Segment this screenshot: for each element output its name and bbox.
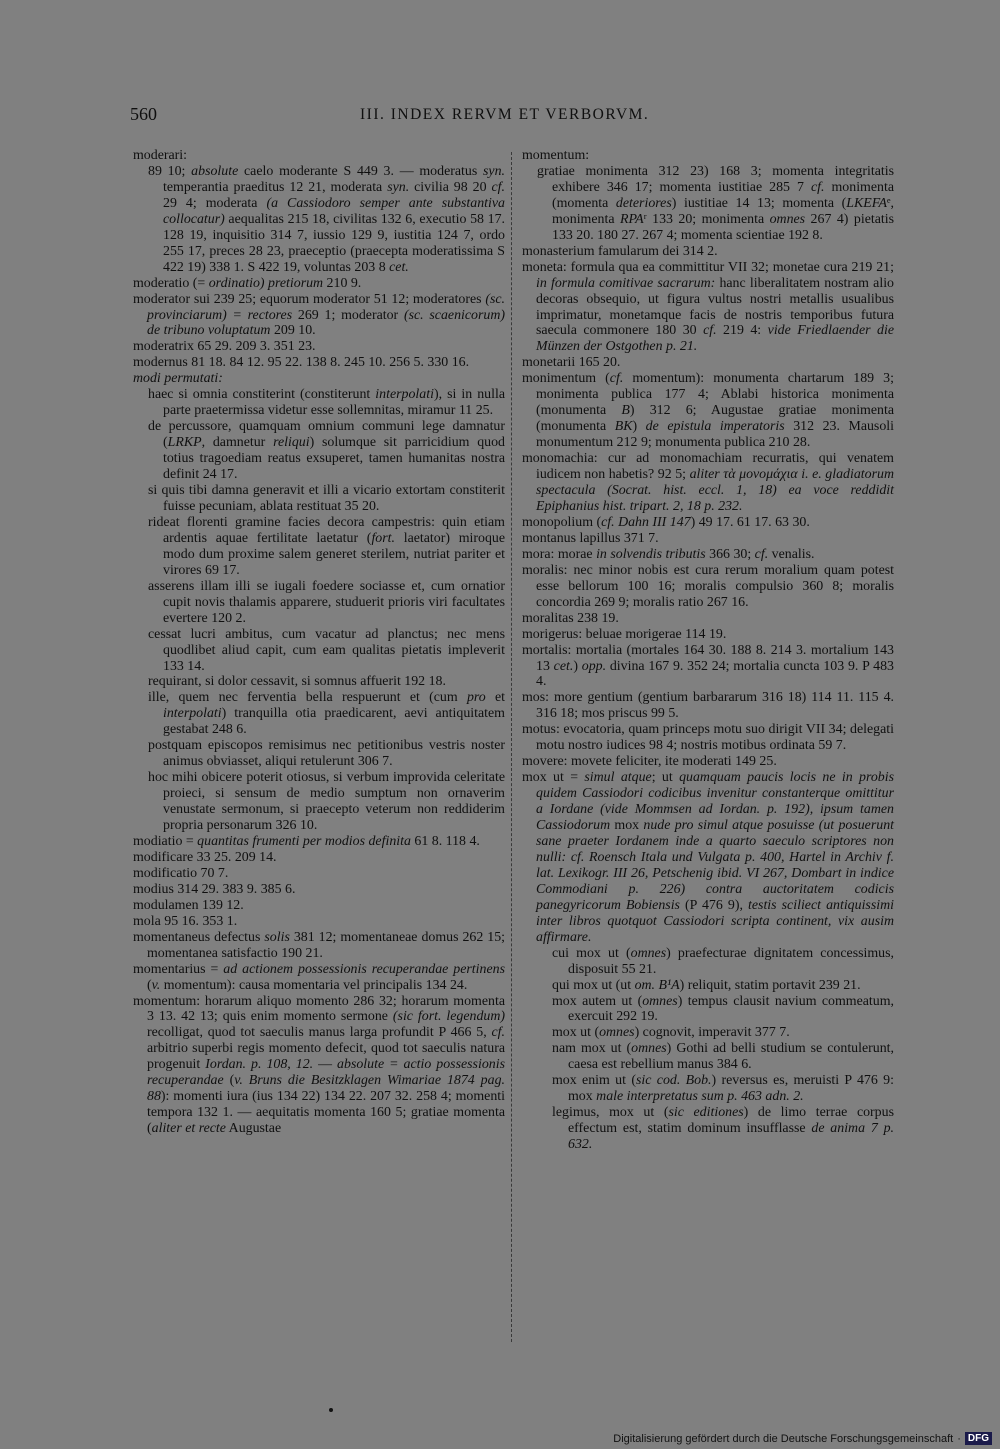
index-subentry: asserens illam illi se iugali foedere sociasse et, cum ornatior cupit novis thalamis apparere, studuerit prioris viri facultates evertere 120 2. [148, 578, 505, 626]
index-entry: monasterium famularum dei 314 2. [522, 243, 718, 259]
footer-text: Digitalisierung gefördert durch die Deutsche Forschungsgemeinschaft [613, 1432, 954, 1445]
index-entry: monomachia: cur ad monomachiam recurratis, qui venatem iudicem non habetis? 92 5; aliter τὰ μονομάχια i. e. gladiatorum spectacula (Socrat. hist. eccl. 1, 18) ea voce reddidit Epiphanius hist. tripart. 2, 18 p. 232. [522, 451, 894, 514]
right-column [522, 148, 894, 1153]
page-number: 560 [130, 104, 157, 124]
index-entry: moderator sui 239 25; equorum moderator 51 12; moderatores (sc. provinciarum) = rectores 269 1; moderator (sc. scaenicorum) de tribuno voluptatum 209 10. [133, 291, 505, 339]
index-entry: moderatio (= ordinatio) pretiorum 210 9. [133, 275, 362, 291]
index-subentry: cui mox ut (omnes) praefecturae dignitatem concessimus, disposuit 55 21. [552, 945, 894, 977]
index-subentry: mox autem ut (omnes) tempus clausit navium commeatum, exercuit 292 19. [552, 993, 895, 1025]
index-subentry: requirant, si dolor cessavit, si somnus affuerit 192 18. [148, 674, 446, 690]
column-divider [511, 152, 513, 1342]
index-subentry: haec si omnia constiterint (constiterunt interpolati), si in nulla parte praetermissa videtur esse sollemnitas, miramur 11 25. [148, 387, 505, 419]
index-subentry: de percussore, quamquam omnium communi lege damnatur (LRKP, damnetur reliqui) solumque sit parricidium quod totius tragoediam reatus exsuperet, tamen humanitas nostra definit 24 17. [148, 419, 505, 483]
index-entry: momentum: [522, 148, 590, 163]
index-entry: modificatio 70 7. [133, 865, 229, 881]
index-entry: modius 314 29. 383 9. 385 6. [133, 881, 296, 897]
index-entry: mora: morae in solvendis tributis 366 30; cf. venalis. [522, 546, 815, 562]
index-entry: moneta: formula qua ea committitur VII 32; monetae cura 219 21; in formula comitivae sacrarum: hanc liberalitatem nostram alio decoras obsequio, ut figura vultus nostri metallis usualibus imprimatur, monetamque facis de nostris temporibus futura saecula commonere 180 30 cf. 219 4: vide Friedlaender die Münzen der Ostgothen p. 21. [522, 259, 895, 355]
index-entry: moralitas 238 19. [522, 610, 619, 626]
index-entry: movere: movete feliciter, ite moderati 149 25. [522, 754, 777, 770]
index-subentry: legimus, mox ut (sic editiones) de limo terrae corpus effectum est, statim dominum insufflasse de anima 7 p. 632. [552, 1105, 894, 1153]
index-entry: montanus lapillus 371 7. [522, 530, 659, 546]
index-entry: moralis: nec minor nobis est cura rerum moralium quam potest esse bellorum 100 16; moralis compulsio 360 8; moralis concordia 269 9; moralis ratio 267 16. [522, 562, 894, 610]
index-entry: modulamen 139 12. [133, 897, 244, 913]
index-subentry: gratiae monimenta 312 23) 168 3; momenta integritatis exhibere 346 17; momenta iustitiae 285 7 cf. monimenta (momenta deteriores) iustitiae 14 13; momenta (LKEFAᵉ, monimenta RPAʳ 133 20; monimenta omnes 267 4) pietatis 133 20. 180 27. 267 4; momenta scientiae 192 8. [537, 163, 895, 243]
index-entry: morigerus: beluae morigerae 114 19. [522, 626, 727, 642]
index-entry: monimentum (cf. momentum): monumenta chartarum 189 3; monimenta publica 177 4; Ablabi historica monimenta (monumenta B) 312 6; Augustae gratiae monimenta (monumenta BK) de epistula imperatoris 312 23. Mausoli monumentum 212 9; monumenta publica 210 28. [522, 371, 895, 451]
index-subentry: 89 10; absolute caelo moderante S 449 3. — moderatus syn. temperantia praeditus 12 21, moderata syn. civilia 98 20 cf. 29 4; moderata (a Cassiodoro semper ante substantiva collocatur) aequalitas 215 18, civilitas 132 6, executio 58 17. 128 19, inquisitio 314 7, iussio 129 9, iustitia 124 7, ordo 255 17, preces 28 23, praeceptio (praecepta moderatissima S 422 19) 338 1. S 422 19, voluntas 203 8 cet. [148, 163, 505, 275]
index-entry: monopolium (cf. Dahn III 147) 49 17. 61 17. 63 30. [522, 514, 810, 530]
index-subentry: rideat florenti gramine facies decora campestris: quin etiam ardentis aquae fertilitate laetatur (fort. laetator) miroque modo dum proxime salem generet sterilem, nutriat pariter et virores 69 17. [148, 514, 505, 578]
index-entry: mola 95 16. 353 1. [133, 913, 238, 929]
index-entry: mox ut = simul atque; ut quamquam paucis locis ne in probis quidem Cassiodori codicibus invenitur constanterque omittitur a Iordane (vide Mommsen ad Iordan. p. 192), ipsum tamen Cassiodorum mox nude pro simul atque posuisse (ut posuerunt sane praeter Iordanem inde a quarto saeculo scriptores non nulli: cf. Roensch Itala und Vulgata p. 400, Hartel in Archiv f. lat. Lexikogr. III 26, Petschenig ibid. VI 267, Dombart in indice Commodiani p. 226) contra auctoritatem codicis panegyricorum Bobiensis (P 476 9), testis sciliect antiquissimi inter libros quotquot Cassiodori scripta continent, vix ausim affirmare. [522, 770, 895, 945]
index-entry: modiatio = quantitas frumenti per modios definita 61 8. 118 4. [133, 833, 480, 849]
index-entry: momentaneus defectus solis 381 12; momentaneae domus 262 15; momentanea satisfactio 190 21. [133, 929, 506, 961]
index-entry: modificare 33 25. 209 14. [133, 849, 277, 865]
index-entry: moderatrix 65 29. 209 3. 351 23. [133, 339, 316, 355]
index-subentry: nam mox ut (omnes) Gothi ad belli studium se contulerunt, caesa est rebellium manus 384 6. [552, 1041, 894, 1073]
left-column [133, 148, 505, 1137]
index-entry: mos: more gentium (gentium barbararum 316 18) 114 11. 115 4. 316 18; mos priscus 99 5. [522, 690, 894, 722]
index-subentry: si quis tibi damna generavit et illi a vicario extortam constiterit fuisse pecuniam, ablata restituat 35 20. [148, 483, 505, 514]
footer-credit: Digitalisierung gefördert durch die Deutsche Forschungsgemeinschaft · DFG [613, 1432, 992, 1445]
page-mark [329, 1408, 333, 1412]
index-subentry: qui mox ut (ut om. B¹A) reliquit, statim portavit 239 21. [552, 977, 861, 993]
index-entry: mortalis: mortalia (mortales 164 30. 188 8. 214 3. mortalium 143 13 cet.) opp. divina 167 9. 352 24; mortalia cuncta 103 9. P 483 4. [522, 642, 894, 690]
index-entry: moderari: [133, 148, 187, 163]
index-subentry: postquam episcopos remisimus nec petitionibus vestris noster animus obviasset, aliqui retulerunt 306 7. [148, 738, 505, 770]
index-subentry: mox enim ut (sic cod. Bob.) reversus es, meruisti P 476 9: mox male interpretatus sum p. 463 adn. 2. [552, 1073, 894, 1105]
index-subentry: mox ut (omnes) cognovit, imperavit 377 7. [552, 1025, 790, 1041]
index-entry: momentum: horarum aliquo momento 286 32; horarum momenta 3 13. 42 13; quis enim momento sermone (sic fort. legendum) recolligat, quod tot saeculis manus larga profundit P 466 5, cf. arbitrio superbi regis momento defecit, quod tot saeculis natura progenuit Iordan. p. 108, 12. — absolute = actio possessionis recuperandae (v. Bruns die Besitzklagen Wimariae 1874 pag. 88): momenti iura (ius 134 22) 134 22. 207 32. 258 4; momenti tempora 132 1. — aequitatis momenta 160 5; gratiae momenta (aliter et recte Augustae [133, 993, 506, 1137]
index-entry: monetarii 165 20. [522, 355, 621, 371]
index-subentry: ille, quem nec ferventia bella respuerunt et (cum pro et interpolati) tranquilla otia praedicarent, aevi antiquitatem gestabat 248 6. [148, 690, 505, 738]
dfg-logo: DFG [965, 1432, 992, 1445]
index-subentry: hoc mihi obicere poterit otiosus, si verbum improvida celeritate proieci, si sensum de medio sumptum non ornaverim venustate sermonum, si praecepto veterum non reddiderim propria personarum 326 10. [148, 770, 505, 834]
index-entry: modernus 81 18. 84 12. 95 22. 138 8. 245 10. 256 5. 330 16. [133, 355, 470, 371]
index-entry: motus: evocatoria, quam princeps motu suo dirigit VII 34; delegati motu nostro iudices 98 4; nostris motibus ordinata 59 7. [522, 722, 894, 754]
running-title: III. INDEX RERVM ET VERBORVM. [360, 106, 650, 123]
index-entry: modi permutati: [133, 371, 223, 387]
index-entry: momentarius = ad actionem possessionis recuperandae pertinens (v. momentum): causa momentaria vel principalis 134 24. [133, 961, 505, 993]
index-subentry: cessat lucri ambitus, cum vacatur ad planctus; nec mens quodlibet aliud capit, cum eam qualitas pietatis impleverit 133 14. [148, 626, 505, 674]
